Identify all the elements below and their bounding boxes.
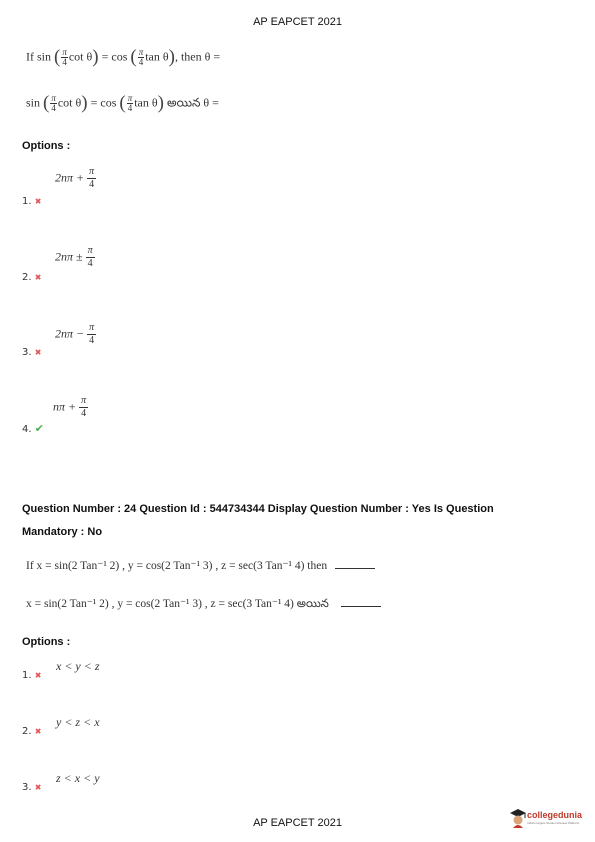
close-paren: ) <box>157 92 164 114</box>
fraction: $\frac{\pi}{4}$ <box>51 93 56 113</box>
answer-blank <box>341 606 381 607</box>
open-paren: ( <box>43 92 50 114</box>
wrong-mark-icon: ✖ <box>34 727 42 736</box>
fraction: $\frac{\pi}{4}$ <box>89 166 95 190</box>
fraction: $\frac{\pi}{4}$ <box>87 245 93 269</box>
question-23-telugu <box>26 94 219 113</box>
question-24-english: If x = sin(2 Tan⁻¹ 2) , y = cos(2 Tan⁻¹ 3) , z = sec(3 Tan⁻¹ 4) then <box>26 558 375 572</box>
q23-en-suffix: , then θ = <box>174 49 221 64</box>
open-paren: ( <box>130 46 137 68</box>
q23-option-3-expr: 2nπ − $\frac{\pi}{4}$ <box>55 322 95 346</box>
fraction: $\frac{\pi}{4}$ <box>62 47 67 67</box>
logo-tagline: India's largest Student Review Platform <box>527 821 580 825</box>
q24-option-3[interactable]: 3. ✖ <box>22 782 42 793</box>
q23-option-3[interactable]: 3. ✖ <box>22 347 42 358</box>
q24-option-1[interactable]: 1. ✖ <box>22 670 42 681</box>
wrong-mark-icon: ✖ <box>34 197 42 206</box>
wrong-mark-icon: ✖ <box>34 348 42 357</box>
q23-option-1-expr: 2nπ + $\frac{\pi}{4}$ <box>55 166 95 190</box>
q23-te-mid2: tan θ <box>134 95 158 110</box>
q23-option-2-expr: 2nπ ± $\frac{\pi}{4}$ <box>55 245 93 269</box>
options-label: Options : <box>22 636 71 648</box>
q23-te-prefix: sin <box>26 95 41 110</box>
q23-option-1[interactable]: 1. ✖ <box>22 196 42 207</box>
page-header: AP EAPCET 2021 <box>253 16 342 28</box>
close-paren: ) <box>92 46 99 68</box>
q23-te-eq: = cos <box>90 95 117 110</box>
close-paren: ) <box>81 92 88 114</box>
open-paren: ( <box>54 46 61 68</box>
q23-en-prefix: If sin <box>26 49 51 64</box>
options-label: Options : <box>22 140 71 152</box>
question-23-english <box>26 48 220 67</box>
q23-en-mid2: tan θ <box>145 49 169 64</box>
q24-option-1-expr: x < y < z <box>56 659 100 673</box>
fraction: $\frac{\pi}{4}$ <box>81 395 87 419</box>
q23-te-mid1: cot θ <box>57 95 82 110</box>
question-24-meta-line-1: Question Number : 24 Question Id : 544734344 Display Question Number : Yes Is Question <box>22 503 494 515</box>
wrong-mark-icon: ✖ <box>34 671 42 680</box>
close-paren: ) <box>168 46 175 68</box>
fraction: $\frac{\pi}{4}$ <box>89 322 95 346</box>
wrong-mark-icon: ✖ <box>34 273 42 282</box>
question-24-telugu: x = sin(2 Tan⁻¹ 2) , y = cos(2 Tan⁻¹ 3) , z = sec(3 Tan⁻¹ 4) అయిన <box>26 596 381 613</box>
question-24-meta-line-2: Mandatory : No <box>22 526 103 538</box>
collegedunia-logo <box>510 808 592 830</box>
q23-option-2[interactable]: 2. ✖ <box>22 272 42 283</box>
q23-te-suffix: అయిన θ = <box>163 95 219 110</box>
q23-option-4-expr: nπ + $\frac{\pi}{4}$ <box>53 395 87 419</box>
logo-text: collegedunia <box>527 810 583 820</box>
page-footer: AP EAPCET 2021 <box>253 817 342 829</box>
q23-en-mid1: cot θ <box>68 49 93 64</box>
wrong-mark-icon: ✖ <box>34 783 42 792</box>
q23-option-4[interactable]: 4. ✔ <box>22 422 44 435</box>
answer-blank <box>335 568 375 569</box>
q24-option-2[interactable]: 2. ✖ <box>22 726 42 737</box>
correct-check-icon: ✔ <box>34 422 44 435</box>
q24-option-2-expr: y < z < x <box>56 715 100 729</box>
open-paren: ( <box>119 92 126 114</box>
q24-option-3-expr: z < x < y <box>56 771 100 785</box>
fraction: $\frac{\pi}{4}$ <box>127 93 133 113</box>
q23-en-eq: = cos <box>101 49 128 64</box>
graduate-cap-icon <box>510 808 526 828</box>
fraction: $\frac{\pi}{4}$ <box>138 47 144 67</box>
